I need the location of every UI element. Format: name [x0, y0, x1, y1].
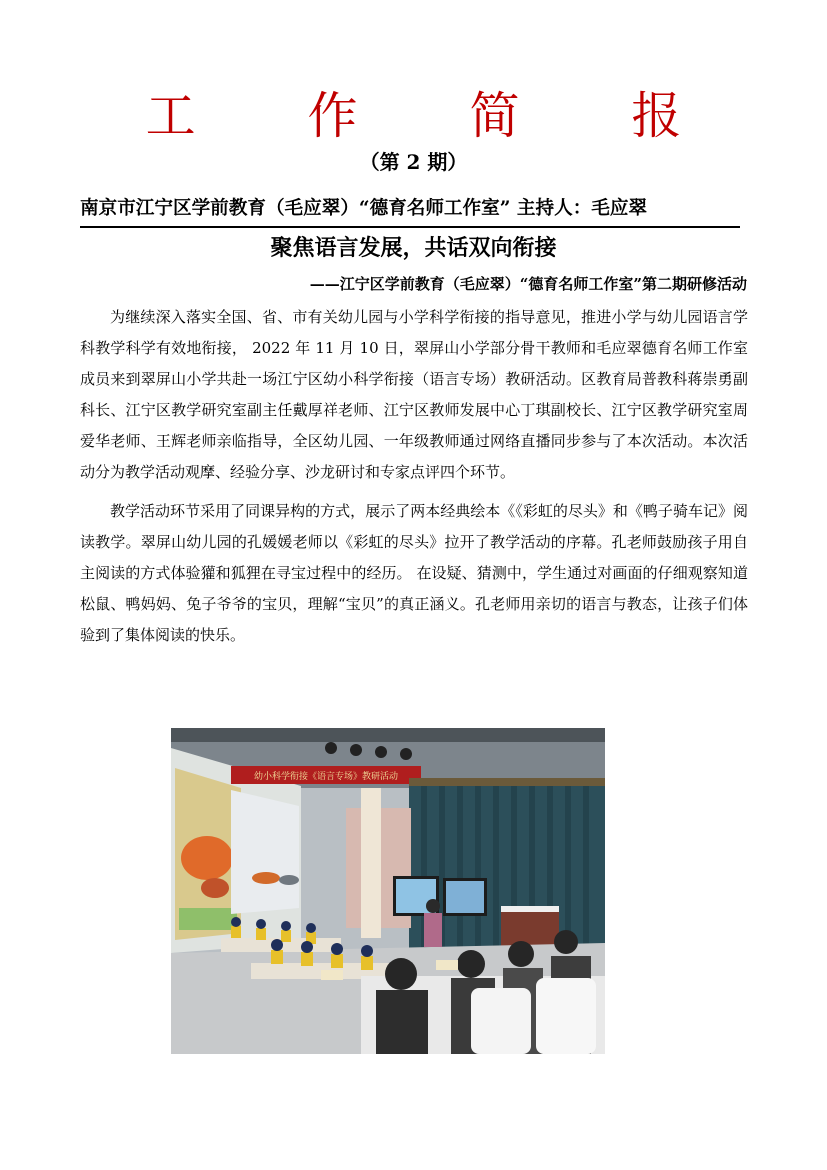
article-subtitle: ——江宁区学前教育（毛应翠）“德育名师工作室”第二期研修活动 — [309, 275, 747, 293]
report-title: 工 作 简 报 — [145, 87, 730, 145]
paragraph-2: 教学活动环节采用了同课异构的方式，展示了两本经典绘本《《彩虹的尽头》和《鸭子骑车记》阅读教学。翠屏山幼儿园的孔媛媛老师以《彩虹的尽头》拉开了教学活动的序幕。孔老师鼓励孩子用自主阅读的方式体验獾和狐狸在寻宝过程中的经历。 在设疑、猜测中，学生通过对画面的仔细观察知道松鼠、鸭妈妈、兔子爷爷的宝贝，理解“宝贝”的真正涵义。孔老师用亲切的语言与教态，让孩子们体验到了集体阅读的快乐。 — [80, 502, 748, 644]
article-body — [80, 302, 748, 659]
article-headline: 聚焦语言发展，共话双向衔接 — [270, 235, 557, 261]
organization-line: 南京市江宁区学前教育（毛应翠）“德育名师工作室” 主持人：毛应翠 — [80, 194, 740, 228]
classroom-photo — [171, 728, 605, 1054]
issue-number: （第 2 期） — [359, 150, 468, 174]
banner-text: 幼小科学衔接《语言专场》教研活动 — [253, 772, 399, 782]
paragraph-1: 为继续深入落实全国、省、市有关幼儿园与小学科学衔接的指导意见，推进小学与幼儿园语言学科教学科学有效地衔接， 2022 年 11 月 10 日，翠屏山小学部分骨干教师和毛应翠德育名师工作室成员来到翠屏山小学共赴一场江宁区幼小科学衔接（语言专场）教研活动。区教育局普教科蒋崇勇副科长、江宁区教学研究室副主任戴厚祥老师、江宁区教师发展中心丁琪副校长、江宁区教学研究室周爱华老师、王辉老师亲临指导，全区幼儿园、一年级教师通过网络直播同步参与了本次活动。本次活动分为教学活动观摩、经验分享、沙龙研讨和专家点评四个环节。 — [80, 308, 748, 481]
